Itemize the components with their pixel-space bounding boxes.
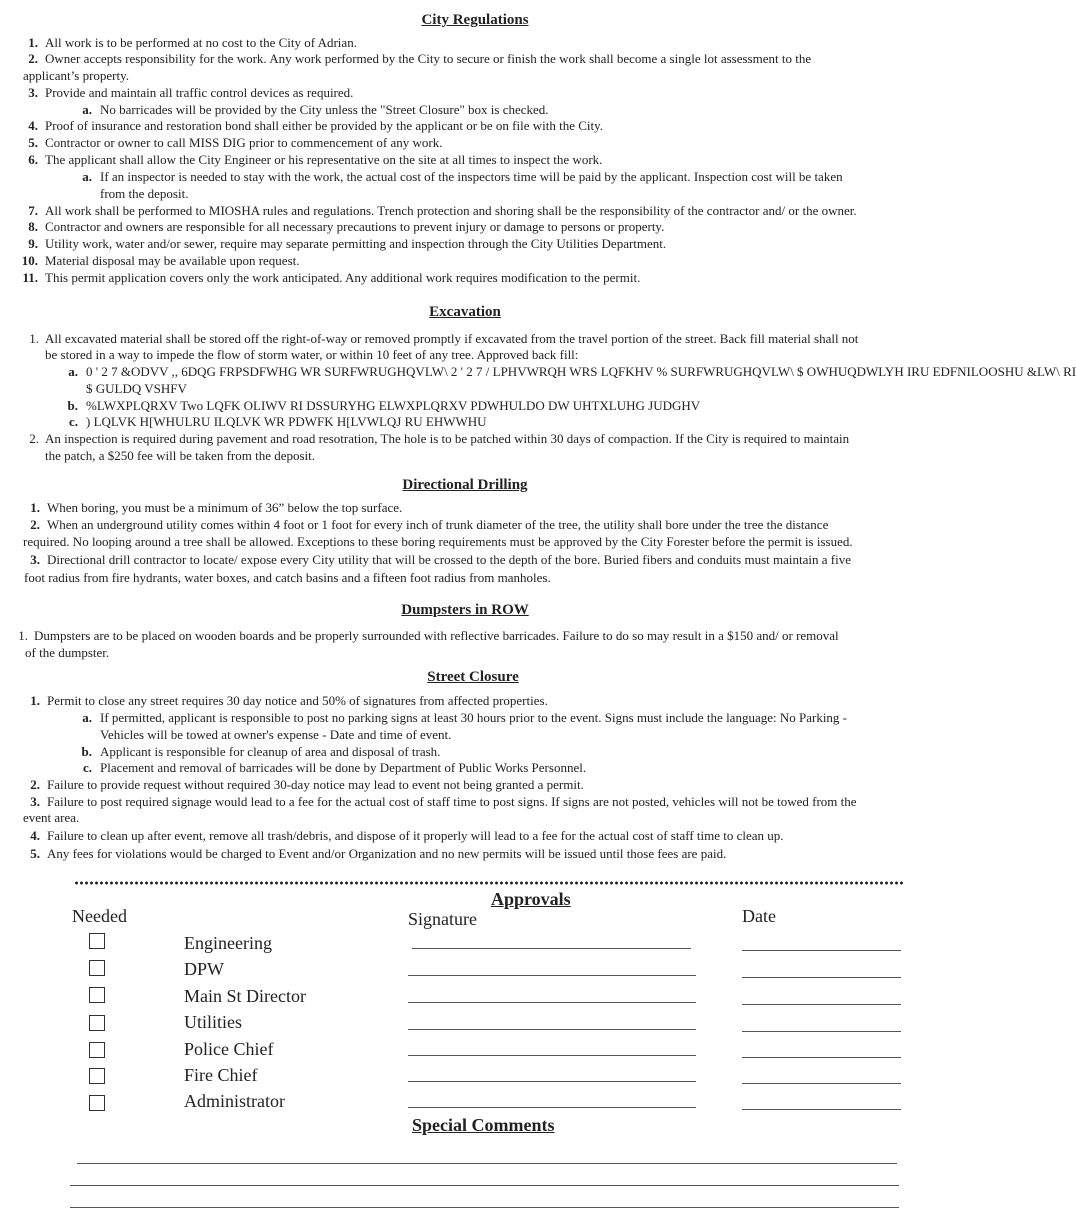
utilities-checkbox[interactable] — [89, 1015, 105, 1031]
city-regulations-heading: City Regulations — [421, 12, 529, 28]
engineering-signature-line[interactable] — [412, 948, 691, 949]
fire-chief-date-line[interactable] — [742, 1083, 901, 1084]
police-chief-signature-line[interactable] — [408, 1055, 696, 1056]
fire-chief-label: Fire Chief — [184, 1065, 258, 1085]
list-item: 4. Proof of insurance and restoration bond shall either be provided by the applicant or be on file with the City. — [28, 118, 604, 133]
sub-list-item-continued: from the deposit. — [100, 186, 189, 201]
police-chief-date-line[interactable] — [742, 1057, 901, 1058]
list-item: 2. Failure to provide request without required 30-day notice may lead to event not being granted a permit. — [30, 777, 584, 792]
list-item: 3. Directional drill contractor to locate/ expose every City utility that will be crossed to the depth of the bore. Buried fibers and conduits must maintain a five — [30, 552, 851, 567]
list-item-continued: applicant’s property. — [23, 68, 130, 83]
engineering-date-line[interactable] — [742, 950, 901, 951]
list-item: 3. Provide and maintain all traffic control devices as required. — [28, 85, 354, 100]
list-item-continued: event area. — [23, 810, 80, 825]
administrator-label: Administrator — [184, 1091, 285, 1111]
needed-label: Needed — [72, 906, 127, 926]
sub-list-item: c. Placement and removal of barricades will be done by Department of Public Works Personnel. — [82, 760, 587, 775]
main-st-director-label: Main St Director — [184, 986, 306, 1006]
list-item-continued: be stored in a way to impede the flow of storm water, or within 10 feet of any tree. Approved back fill: — [45, 347, 579, 362]
administrator-date-line[interactable] — [742, 1109, 901, 1110]
list-item: 11. This permit application covers only the work anticipated. Any additional work requires modification to the permit. — [22, 270, 641, 285]
list-item: 10. Material disposal may be available upon request. — [21, 253, 300, 268]
list-item: 1. When boring, you must be a minimum of 36” below the top surface. — [30, 500, 403, 515]
comments-line[interactable] — [70, 1207, 899, 1208]
utilities-signature-line[interactable] — [408, 1029, 696, 1030]
dumpsters-heading: Dumpsters in ROW — [401, 602, 529, 618]
sub-list-item: a. If an inspector is needed to stay with the work, the actual cost of the inspectors time will be paid by the applicant. Inspection cost will be taken — [82, 169, 843, 184]
main-st-director-checkbox[interactable] — [89, 987, 105, 1003]
approvals-heading: Approvals — [491, 889, 571, 909]
main-st-director-signature-line[interactable] — [408, 1002, 696, 1003]
date-label: Date — [742, 906, 776, 926]
sub-list-item: b. Applicant is responsible for cleanup of area and disposal of trash. — [81, 744, 441, 759]
signature-label: Signature — [408, 909, 477, 929]
sub-list-item: a. 0 ' 2 7 &ODVV ,, 6DQG FRPSDFWHG WR SURFWRUGHQVLW\ 2 ' 2 7 / LPHVWRQH WRS LQFKHV % SURFWRUGHQVLW\ $ OWHUQDWLYH IRU EDFNILOOSHU &LW\ RI — [68, 364, 1076, 379]
comments-line[interactable] — [70, 1185, 899, 1186]
list-item-continued: required. No looping around a tree shall be allowed. Exceptions to these boring requirements must be approved by the City Forester before the permit is issued. — [23, 534, 853, 549]
list-item-continued: of the dumpster. — [25, 645, 110, 660]
list-item-continued: foot radius from fire hydrants, water boxes, and catch basins and a fifteen foot radius from manholes. — [24, 570, 551, 585]
list-item: 7. All work shall be performed to MIOSHA rules and regulations. Trench protection and shoring shall be the responsibility of the contractor and/ or the owner. — [28, 203, 857, 218]
dpw-date-line[interactable] — [742, 977, 901, 978]
list-item-continued: the patch, a $250 fee will be taken from the deposit. — [45, 448, 316, 463]
sub-list-item-continued: $ GULDQ VSHFV — [86, 381, 187, 396]
dpw-signature-line[interactable] — [408, 975, 696, 976]
directional-drilling-heading: Directional Drilling — [402, 477, 528, 493]
list-item: 6. The applicant shall allow the City Engineer or his representative on the site at all times to inspect the work. — [28, 152, 603, 167]
list-item: 8. Contractor and owners are responsible for all necessary precautions to prevent injury or damage to persons or property. — [28, 219, 665, 234]
list-item: 2. When an underground utility comes within 4 foot or 1 foot for every inch of trunk diameter of the tree, the utility shall bore under the tree the distance — [30, 517, 829, 532]
administrator-signature-line[interactable] — [408, 1107, 696, 1108]
utilities-date-line[interactable] — [742, 1031, 901, 1032]
special-comments-heading: Special Comments — [412, 1115, 555, 1135]
sub-list-item: a. No barricades will be provided by the City unless the "Street Closure" box is checked. — [82, 102, 549, 117]
sub-list-item: c. ) LQLVK H[WHULRU ILQLVK WR PDWFK H[LVWLQJ RU EHWWHU — [68, 414, 487, 429]
engineering-checkbox[interactable] — [89, 933, 105, 949]
fire-chief-signature-line[interactable] — [408, 1081, 696, 1082]
sub-list-item-continued: Vehicles will be towed at owner's expense - Date and time of event. — [100, 727, 452, 742]
administrator-checkbox[interactable] — [89, 1095, 105, 1111]
engineering-label: Engineering — [184, 933, 272, 953]
sub-list-item: a. If permitted, applicant is responsible to post no parking signs at least 30 hours prior to the event. Signs must include the language: No Parking - — [82, 710, 848, 725]
street-closure-heading: Street Closure — [427, 669, 519, 685]
utilities-label: Utilities — [184, 1012, 242, 1032]
list-item: 4. Failure to clean up after event, remove all trash/debris, and dispose of it properly will lead to a fee for the actual cost of staff time to clean up. — [30, 828, 784, 843]
list-item: 3. Failure to post required signage would lead to a fee for the actual cost of staff time to post signs. If signs are not posted, vehicles will not be towed from the — [30, 794, 857, 809]
list-item: 1. Dumpsters are to be placed on wooden boards and be properly surrounded with reflective barricades. Failure to do so may result in a $150 and/ or removal — [18, 628, 839, 643]
sub-list-item: b. %LWXPLQRXV Two LQFK OLIWV RI DSSURYHG ELWXPLQRXV PDWHULDO DW UHTXLUHG JUDGHV — [67, 398, 701, 413]
list-item: 2. An inspection is required during pavement and road resotration, The hole is to be patched within 30 days of compaction. If the City is required to maintain — [29, 431, 850, 446]
dpw-label: DPW — [184, 959, 224, 979]
dotted-divider — [74, 880, 904, 886]
list-item: 2. Owner accepts responsibility for the work. Any work performed by the City to secure or finish the work shall become a single lot assessment to the — [28, 51, 812, 66]
list-item: 1. All excavated material shall be stored off the right-of-way or removed promptly if excavated from the travel portion of the street. Back fill material shall not — [29, 331, 859, 346]
list-item: 9. Utility work, water and/or sewer, require may separate permitting and inspection through the City Utilities Department. — [28, 236, 667, 251]
main-st-director-date-line[interactable] — [742, 1004, 901, 1005]
list-item: 5. Contractor or owner to call MISS DIG prior to commencement of any work. — [28, 135, 443, 150]
comments-line[interactable] — [77, 1163, 897, 1164]
dpw-checkbox[interactable] — [89, 960, 105, 976]
list-item: 1. All work is to be performed at no cost to the City of Adrian. — [28, 35, 357, 50]
fire-chief-checkbox[interactable] — [89, 1068, 105, 1084]
excavation-heading: Excavation — [429, 304, 501, 320]
list-item: 5. Any fees for violations would be charged to Event and/or Organization and no new permits will be issued until those fees are paid. — [30, 846, 727, 861]
list-item: 1. Permit to close any street requires 30 day notice and 50% of signatures from affected properties. — [30, 693, 548, 708]
police-chief-checkbox[interactable] — [89, 1042, 105, 1058]
police-chief-label: Police Chief — [184, 1039, 274, 1059]
